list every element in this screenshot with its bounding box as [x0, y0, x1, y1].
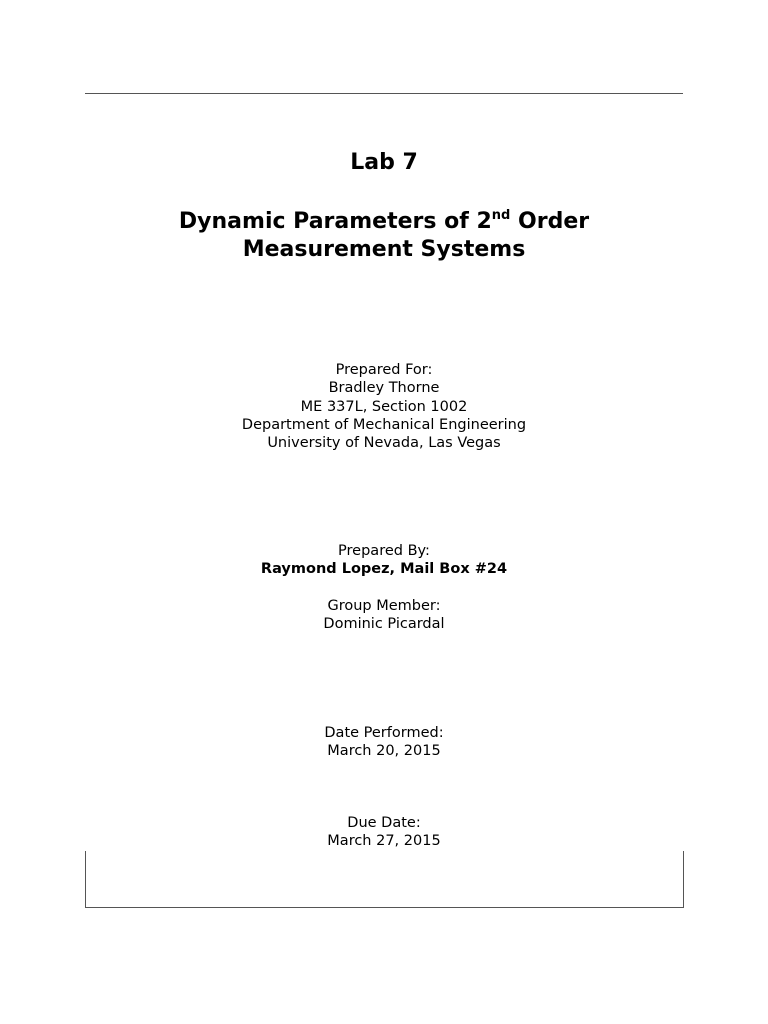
- prepared-by-section: [0, 542, 768, 579]
- bottom-frame: [85, 851, 684, 908]
- due-date-section: [0, 814, 768, 851]
- due-date-value: March 27, 2015: [327, 833, 441, 850]
- document-title-line-1: [0, 208, 768, 236]
- date-performed-value: March 20, 2015: [327, 743, 441, 760]
- instructor-name: Bradley Thorne: [328, 380, 440, 397]
- course-section: ME 337L, Section 1002: [300, 398, 468, 415]
- group-member-label: Group Member:: [327, 598, 441, 614]
- group-member-section: [0, 597, 768, 634]
- date-performed-section: [0, 724, 768, 761]
- department-name: Department of Mechanical Engineering: [241, 416, 527, 433]
- document-title-line-2: Measurement Systems: [242, 237, 526, 262]
- university-name: University of Nevada, Las Vegas: [267, 435, 501, 452]
- top-rule: [85, 93, 683, 94]
- author-name: Raymond Lopez, Mail Box #24: [260, 561, 508, 578]
- prepared-for-section: [0, 361, 768, 452]
- group-member-name: Dominic Picardal: [323, 616, 445, 633]
- lab-number: Lab 7: [350, 150, 418, 175]
- title-text-post: Order: [510, 209, 590, 234]
- prepared-by-label: Prepared By:: [338, 543, 430, 559]
- prepared-for-label: Prepared For:: [335, 362, 433, 378]
- title-superscript: nd: [491, 208, 511, 223]
- due-date-label: Due Date:: [347, 815, 421, 831]
- document-title: [0, 208, 768, 264]
- title-text-pre: Dynamic Parameters of 2: [178, 209, 492, 234]
- date-performed-label: Date Performed:: [324, 725, 444, 741]
